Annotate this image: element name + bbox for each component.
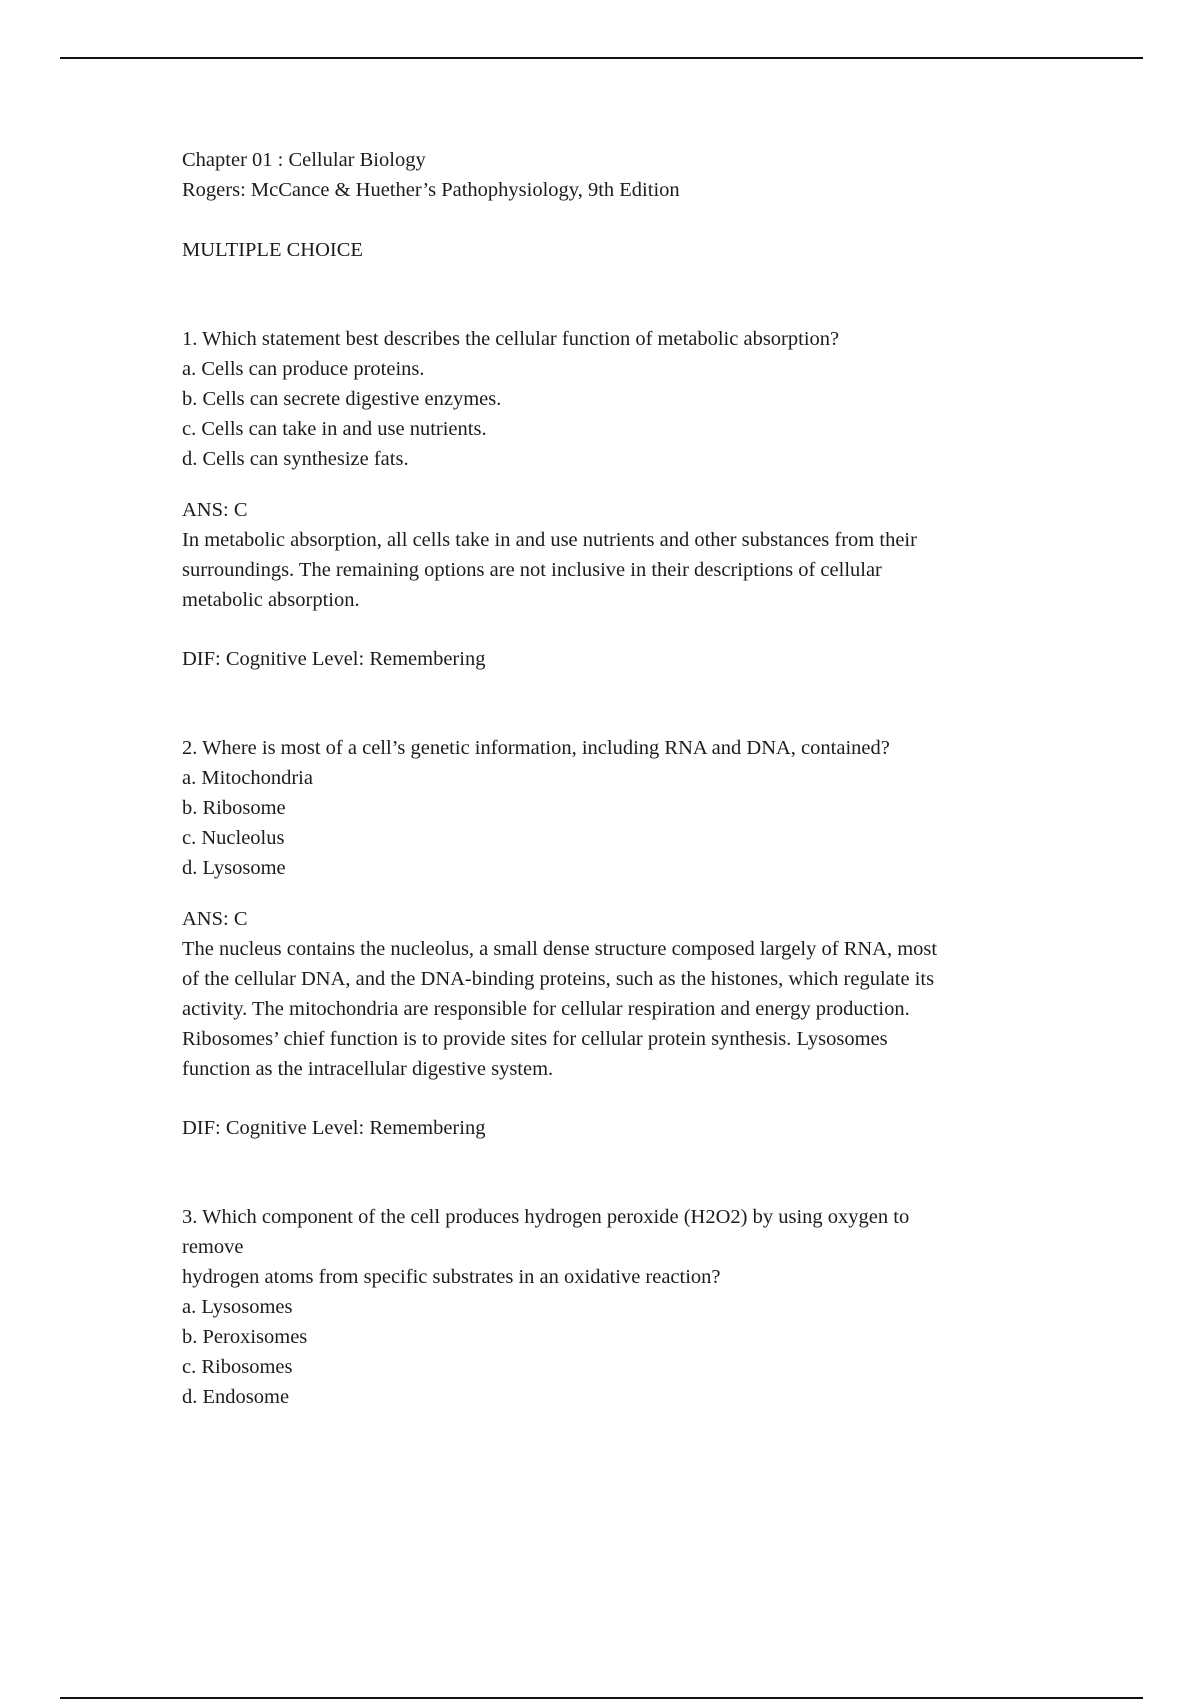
option-a: a. Cells can produce proteins. <box>182 358 425 380</box>
option-b: b. Cells can secrete digestive enzymes. <box>182 388 502 410</box>
rationale-line: of the cellular DNA, and the DNA-binding proteins, such as the histones, which regulate its <box>182 968 935 990</box>
question-stem: 1. Which statement best describes the cellular function of metabolic absorption? <box>182 328 840 350</box>
question-stem: 3. Which component of the cell produces hydrogen peroxide (H2O2) by using oxygen to <box>182 1206 910 1228</box>
option-a: a. Mitochondria <box>182 767 313 789</box>
option-c: c. Ribosomes <box>182 1356 293 1378</box>
question-3 <box>182 1202 1082 1412</box>
answer: ANS: C <box>182 908 248 930</box>
question-1 <box>182 324 1082 674</box>
question-stem: remove <box>182 1236 244 1258</box>
difficulty: DIF: Cognitive Level: Remembering <box>182 648 486 670</box>
header-rule <box>60 57 1143 59</box>
rationale-line: function as the intracellular digestive system. <box>182 1058 554 1080</box>
option-c: c. Nucleolus <box>182 827 285 849</box>
option-d: d. Endosome <box>182 1386 290 1408</box>
rationale-line: The nucleus contains the nucleolus, a small dense structure composed largely of RNA, most <box>182 938 938 960</box>
section-heading: MULTIPLE CHOICE <box>182 239 363 261</box>
footer-rule <box>60 1697 1143 1699</box>
chapter-title: Chapter 01 : Cellular Biology <box>182 149 426 171</box>
difficulty: DIF: Cognitive Level: Remembering <box>182 1117 486 1139</box>
rationale-line: surroundings. The remaining options are not inclusive in their descriptions of cellular <box>182 559 882 581</box>
option-c: c. Cells can take in and use nutrients. <box>182 418 487 440</box>
question-stem: 2. Where is most of a cell’s genetic information, including RNA and DNA, contained? <box>182 737 890 759</box>
question-2 <box>182 733 1082 1143</box>
book-title: Rogers: McCance & Huether’s Pathophysiology, 9th Edition <box>182 179 680 201</box>
rationale-line: metabolic absorption. <box>182 589 360 611</box>
option-a: a. Lysosomes <box>182 1296 293 1318</box>
answer: ANS: C <box>182 499 248 521</box>
document-page <box>182 145 1082 1412</box>
option-d: d. Lysosome <box>182 857 286 879</box>
rationale-line: In metabolic absorption, all cells take in and use nutrients and other substances from their <box>182 529 917 551</box>
option-b: b. Ribosome <box>182 797 286 819</box>
question-stem: hydrogen atoms from specific substrates in an oxidative reaction? <box>182 1266 721 1288</box>
option-d: d. Cells can synthesize fats. <box>182 448 409 470</box>
rationale-line: Ribosomes’ chief function is to provide sites for cellular protein synthesis. Lysosomes <box>182 1028 888 1050</box>
option-b: b. Peroxisomes <box>182 1326 308 1348</box>
rationale-line: activity. The mitochondria are responsible for cellular respiration and energy production. <box>182 998 910 1020</box>
